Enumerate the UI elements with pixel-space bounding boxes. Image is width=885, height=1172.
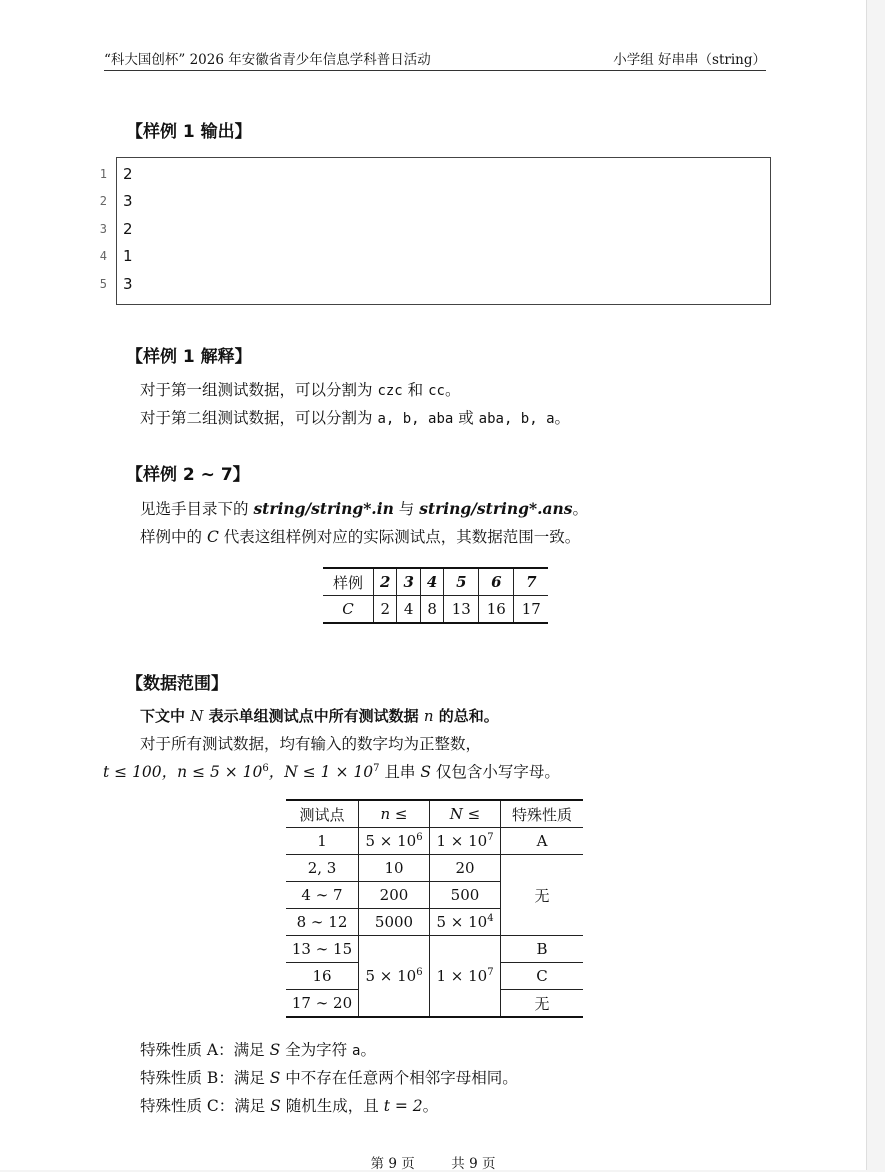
text: 随机生成，且 [280,1097,384,1115]
table-cell: B [501,936,584,963]
math-exponent: 6 [416,832,423,843]
text: 全为字符 [280,1041,353,1059]
text: 特殊性质 C：满足 [140,1097,271,1115]
text: 特殊性质 B：满足 [140,1069,270,1087]
table-row [286,936,583,963]
section-title-sample1-output: 【样例 1 输出】 [126,122,252,142]
page-footer [0,1152,866,1172]
text: 下文中 [140,707,191,725]
table-header: n ≤ [359,800,430,828]
text: 的总和。 [433,707,499,725]
table-cell [430,828,501,855]
text: 。 [422,1097,439,1115]
table-cell: 200 [359,882,430,909]
special-property-a [140,1038,376,1060]
table-row [286,828,583,855]
table-cell: 无 [501,990,584,1018]
table-cell: 16 [286,963,359,990]
sample1-explain-line2 [140,406,570,428]
math-var: S [269,1041,281,1059]
table-cell: 10 [359,855,430,882]
math-exponent: 7 [487,832,494,843]
sample1-explain-line1 [140,378,460,400]
sample2-7-line1 [140,497,588,519]
text: 表示单组测试点中所有测试数据 [203,707,424,725]
table-cell: 500 [430,882,501,909]
math-var: N [190,707,204,725]
text: 与 [393,500,420,518]
line-number: 5 [99,277,107,291]
table-cell: 无 [501,855,584,936]
math-exponent: 6 [416,967,423,978]
math-var: n [423,707,434,725]
math-var: S [420,763,431,781]
table-cell [359,828,430,855]
text: 中不存在任意两个相邻字母相同。 [280,1069,518,1087]
math-exponent: 6 [262,762,269,774]
section-title-sample2-7: 【样例 2 ∼ 7】 [126,465,250,485]
code-line [99,189,770,216]
code-line [99,217,770,244]
text: 和 [402,381,429,399]
table-header-row [286,800,583,828]
math-exponent: 4 [487,913,494,924]
math-text: 1 × 10 [436,967,488,985]
math-text: 5 × 10 [365,967,417,985]
table-cell: 17 ∼ 20 [286,990,359,1018]
section-title-data-range: 【数据范围】 [126,674,228,694]
table-cell: 5 [444,568,479,596]
table-cell [430,936,501,1018]
table-header: 特殊性质 [501,800,584,828]
math-text: t = 2 [383,1097,423,1115]
file-name: string/string*.in [253,499,394,518]
table-cell: C [501,963,584,990]
text: 。 [444,381,461,399]
code-text: a [352,1043,361,1059]
table-cell: 3 [397,568,420,596]
table-cell: 4 ∼ 7 [286,882,359,909]
table-cell: 13 ∼ 15 [286,936,359,963]
table-cell: 8 [420,596,443,624]
table-cell: 20 [430,855,501,882]
math-var: C [206,528,219,546]
data-range-line3 [103,760,560,782]
data-range-line1 [140,705,499,726]
table-header: N ≤ [430,800,501,828]
table-row [286,855,583,882]
line-text: 2 [123,165,133,183]
code-text: aba, b, a [478,411,555,427]
table-cell: 1 [286,828,359,855]
section-title-sample1-explain: 【样例 1 解释】 [126,347,252,367]
math-text: 1 × 10 [436,832,488,850]
code-text: a, b, aba [377,411,454,427]
text: 。 [554,409,571,427]
table-cell: 17 [514,596,549,624]
data-range-table [286,799,583,1018]
text: 。 [572,500,589,518]
line-number: 2 [99,194,107,208]
table-cell: 4 [397,596,420,624]
text: 样例中的 [140,528,207,546]
sample2-7-line2 [140,525,580,547]
line-number: 3 [99,222,107,236]
text: 代表这组样例对应的实际测试点，其数据范围一致。 [218,528,581,546]
sample-mapping-table [323,567,548,624]
text: 或 [453,409,479,427]
line-text: 3 [123,192,133,210]
special-property-c [140,1094,438,1116]
table-cell: A [501,828,584,855]
math-text: 5 × 10 [365,832,417,850]
page-total: 共 9 页 [451,1156,496,1172]
table-cell: 4 [420,568,443,596]
text: 对于第一组测试数据，可以分割为 [140,381,378,399]
text: 且串 [379,763,421,781]
text: 对于第二组测试数据，可以分割为 [140,409,378,427]
math-text: t ≤ 100，n ≤ 5 × 10 [103,763,263,781]
line-text: 1 [123,247,133,265]
table-cell: 2 [374,596,397,624]
math-text: ，N ≤ 1 × 10 [268,763,374,781]
table-cell: 样例 [323,568,374,596]
table-cell: 6 [479,568,514,596]
math-text: 5 × 10 [436,913,488,931]
line-number: 4 [99,249,107,263]
special-property-b [140,1066,518,1088]
line-text: 3 [123,275,133,293]
header-contest-title: “科大国创杯” 2026 年安徽省青少年信息学科普日活动 [104,52,431,68]
text: 见选手目录下的 [140,500,254,518]
math-var: S [270,1097,281,1115]
table-cell: 7 [514,568,549,596]
table-cell: 2, 3 [286,855,359,882]
file-name: string/string*.ans [419,499,573,518]
table-cell [359,936,430,1018]
data-range-line2: 对于所有测试数据，均有输入的数字均为正整数， [140,735,482,753]
page-number: 第 9 页 [370,1156,415,1172]
code-text: cc [428,383,445,399]
table-cell: 2 [374,568,397,596]
code-line [99,162,770,189]
table-cell: 16 [479,596,514,624]
math-exponent: 7 [487,967,494,978]
line-text: 2 [123,220,133,238]
table-cell: 8 ∼ 12 [286,909,359,936]
page-header [104,48,766,71]
header-problem-name: 小学组 好串串（string） [613,52,766,68]
math-exponent: 7 [373,762,380,774]
table-row [323,568,548,596]
code-text: czc [377,383,403,399]
code-line [99,272,770,299]
text: 仅包含小写字母。 [430,763,560,781]
sample1-output-box [99,157,771,305]
math-var: S [269,1069,281,1087]
table-cell: C [323,596,374,624]
line-number: 1 [99,167,107,181]
table-cell: 5000 [359,909,430,936]
code-line [99,244,770,271]
table-cell [430,909,501,936]
text: 。 [360,1041,376,1059]
text: 特殊性质 A：满足 [140,1041,270,1059]
table-row [323,596,548,624]
table-cell: 13 [444,596,479,624]
table-header: 测试点 [286,800,359,828]
